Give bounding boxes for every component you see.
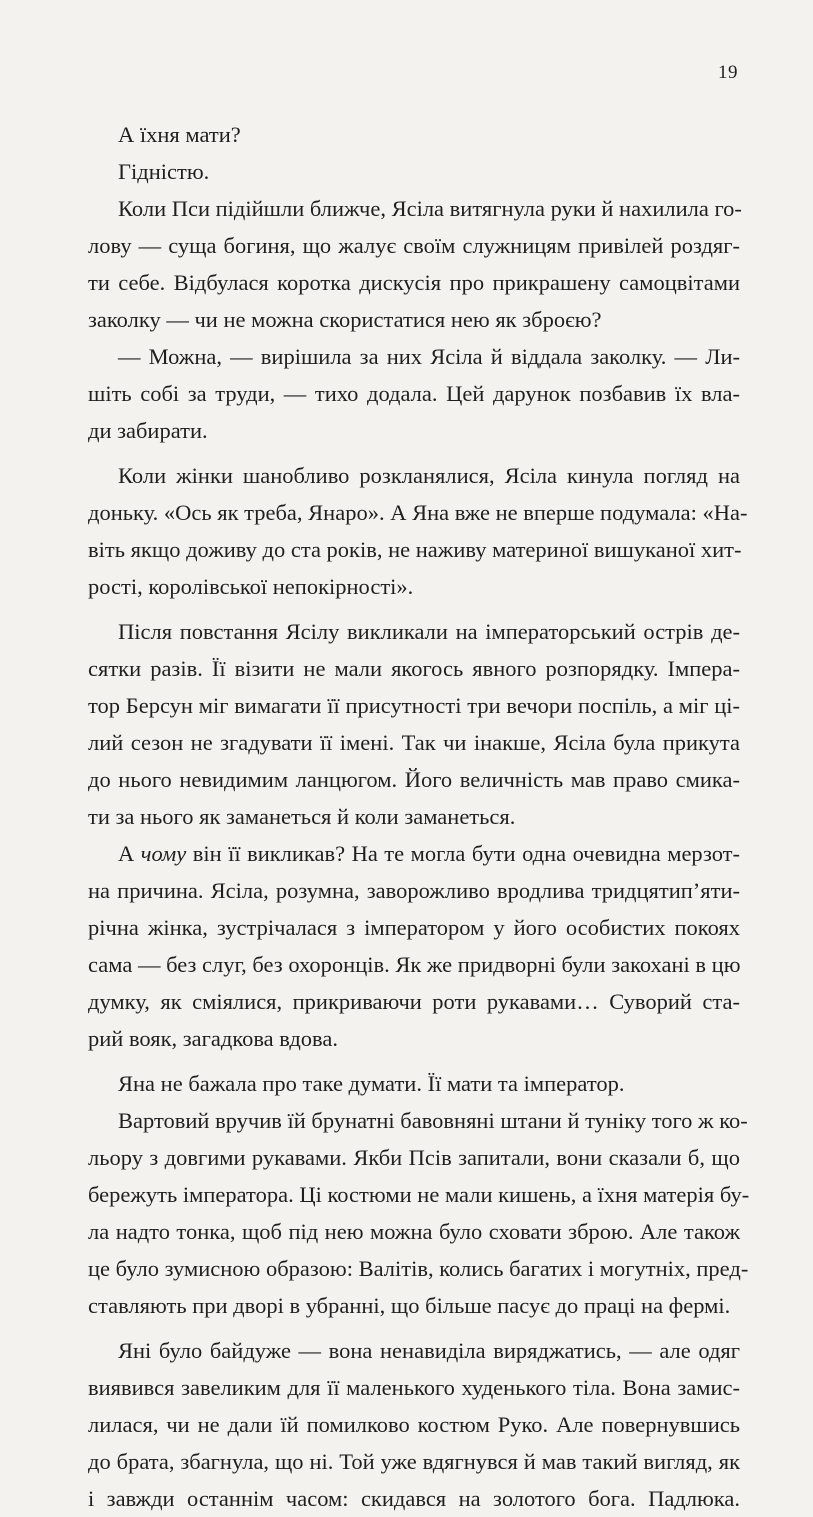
text-line: Коли Пси підійшли ближче, Ясіла витягнула руки й нахилила го-: [118, 196, 742, 221]
text-line: ди забирати.: [88, 418, 208, 443]
text-line: Вартовий вручив їй брунатні бавовняні штани й туніку того ж ко-: [118, 1108, 748, 1133]
text-line: до нього невидимим ланцюгом. Його величність мав право смика-: [88, 767, 740, 792]
text-line: віть якщо доживу до ста років, не наживу материної вишуканої хит-: [88, 537, 742, 562]
text-line: ставляють при дворі в убранні, що більше пасує до праці на фермі.: [88, 1293, 731, 1318]
text-line: і завжди останнім часом: скидався на золотого бога. Падлюка.: [88, 1486, 740, 1511]
text-line: це було зумисною образою: Валітів, колись багатих і могутніх, пред-: [88, 1256, 749, 1281]
text-line: Яні було байдуже — вона ненавиділа виряджатись, — але одяг: [118, 1338, 740, 1363]
page-number: 19: [718, 62, 738, 83]
text-line: рості, королівської непокірності».: [88, 574, 414, 599]
text-line: лий сезон не згадувати її імені. Так чи інакше, Ясіла була прикута: [88, 730, 740, 755]
text-line: ти за нього як заманеться й коли заманеться.: [88, 804, 516, 829]
text-line: шіть собі за труди, — тихо додала. Цей дарунок позбавив їх вла-: [88, 381, 740, 406]
text-line: Гідністю.: [118, 159, 210, 184]
text-line: А їхня мати?: [118, 122, 241, 147]
text-line: виявився завеликим для її маленького худенького тіла. Вона замис-: [88, 1375, 740, 1400]
text-line: лову — суща богиня, що жалує своїм служницям привілей роздяг-: [88, 233, 740, 258]
text-line: до брата, збагнула, що ні. Той уже вдягнувся й мав такий вигляд, як: [88, 1449, 740, 1474]
emphasis: чому: [140, 841, 187, 866]
text-line: Яна не бажала про таке думати. Її мати та імператор.: [118, 1071, 625, 1096]
text-line: лилася, чи не дали їй помилково костюм Руко. Але повернувшись: [88, 1412, 740, 1437]
text-line: рий вояк, загадкова вдова.: [88, 1026, 338, 1051]
text-line: на причина. Ясіла, розумна, заворожливо вродлива тридцятип’яти-: [88, 878, 740, 903]
text-line: думку, як сміялися, прикриваючи роти рукавами… Суворий ста-: [88, 989, 740, 1014]
text-line: тор Берсун міг вимагати її присутності три вечори поспіль, а міг ці-: [88, 693, 740, 718]
text-line: заколку — чи не можна скористатися нею як зброєю?: [88, 307, 602, 332]
text-line: Після повстання Ясілу викликали на імператорський острів де-: [118, 619, 740, 644]
body-text: [88, 116, 750, 1517]
text-line: льору з довгими рукавами. Якби Псів запитали, вони сказали б, що: [88, 1145, 740, 1170]
text-line: сама — без слуг, без охоронців. Як же придворні були закохані в цю: [88, 952, 741, 977]
text-line: бережуть імператора. Ці костюми не мали кишень, а їхня матерія бу-: [88, 1182, 750, 1207]
text-line: доньку. «Ось як треба, Янаро». А Яна вже не вперше подумала: «На-: [88, 500, 748, 525]
text-line: Коли жінки шанобливо розкланялися, Ясіла кинула погляд на: [118, 463, 740, 488]
text-line: сятки разів. Її візити не мали якогось явного розпорядку. Імпера-: [88, 656, 740, 681]
text-line: річна жінка, зустрічалася з імператором у його особистих покоях: [88, 915, 740, 940]
text-line: ти себе. Відбулася коротка дискусія про прикрашену самоцвітами: [88, 270, 740, 295]
text-line-with-emphasis: А чому він її викликав? На те могла бути одна очевидна мерзот-: [118, 841, 740, 866]
text-line: — Можна, — вирішила за них Ясіла й віддала заколку. — Ли-: [118, 344, 740, 369]
text-line: ла надто тонка, щоб під нею можна було сховати зброю. Але також: [88, 1219, 740, 1244]
